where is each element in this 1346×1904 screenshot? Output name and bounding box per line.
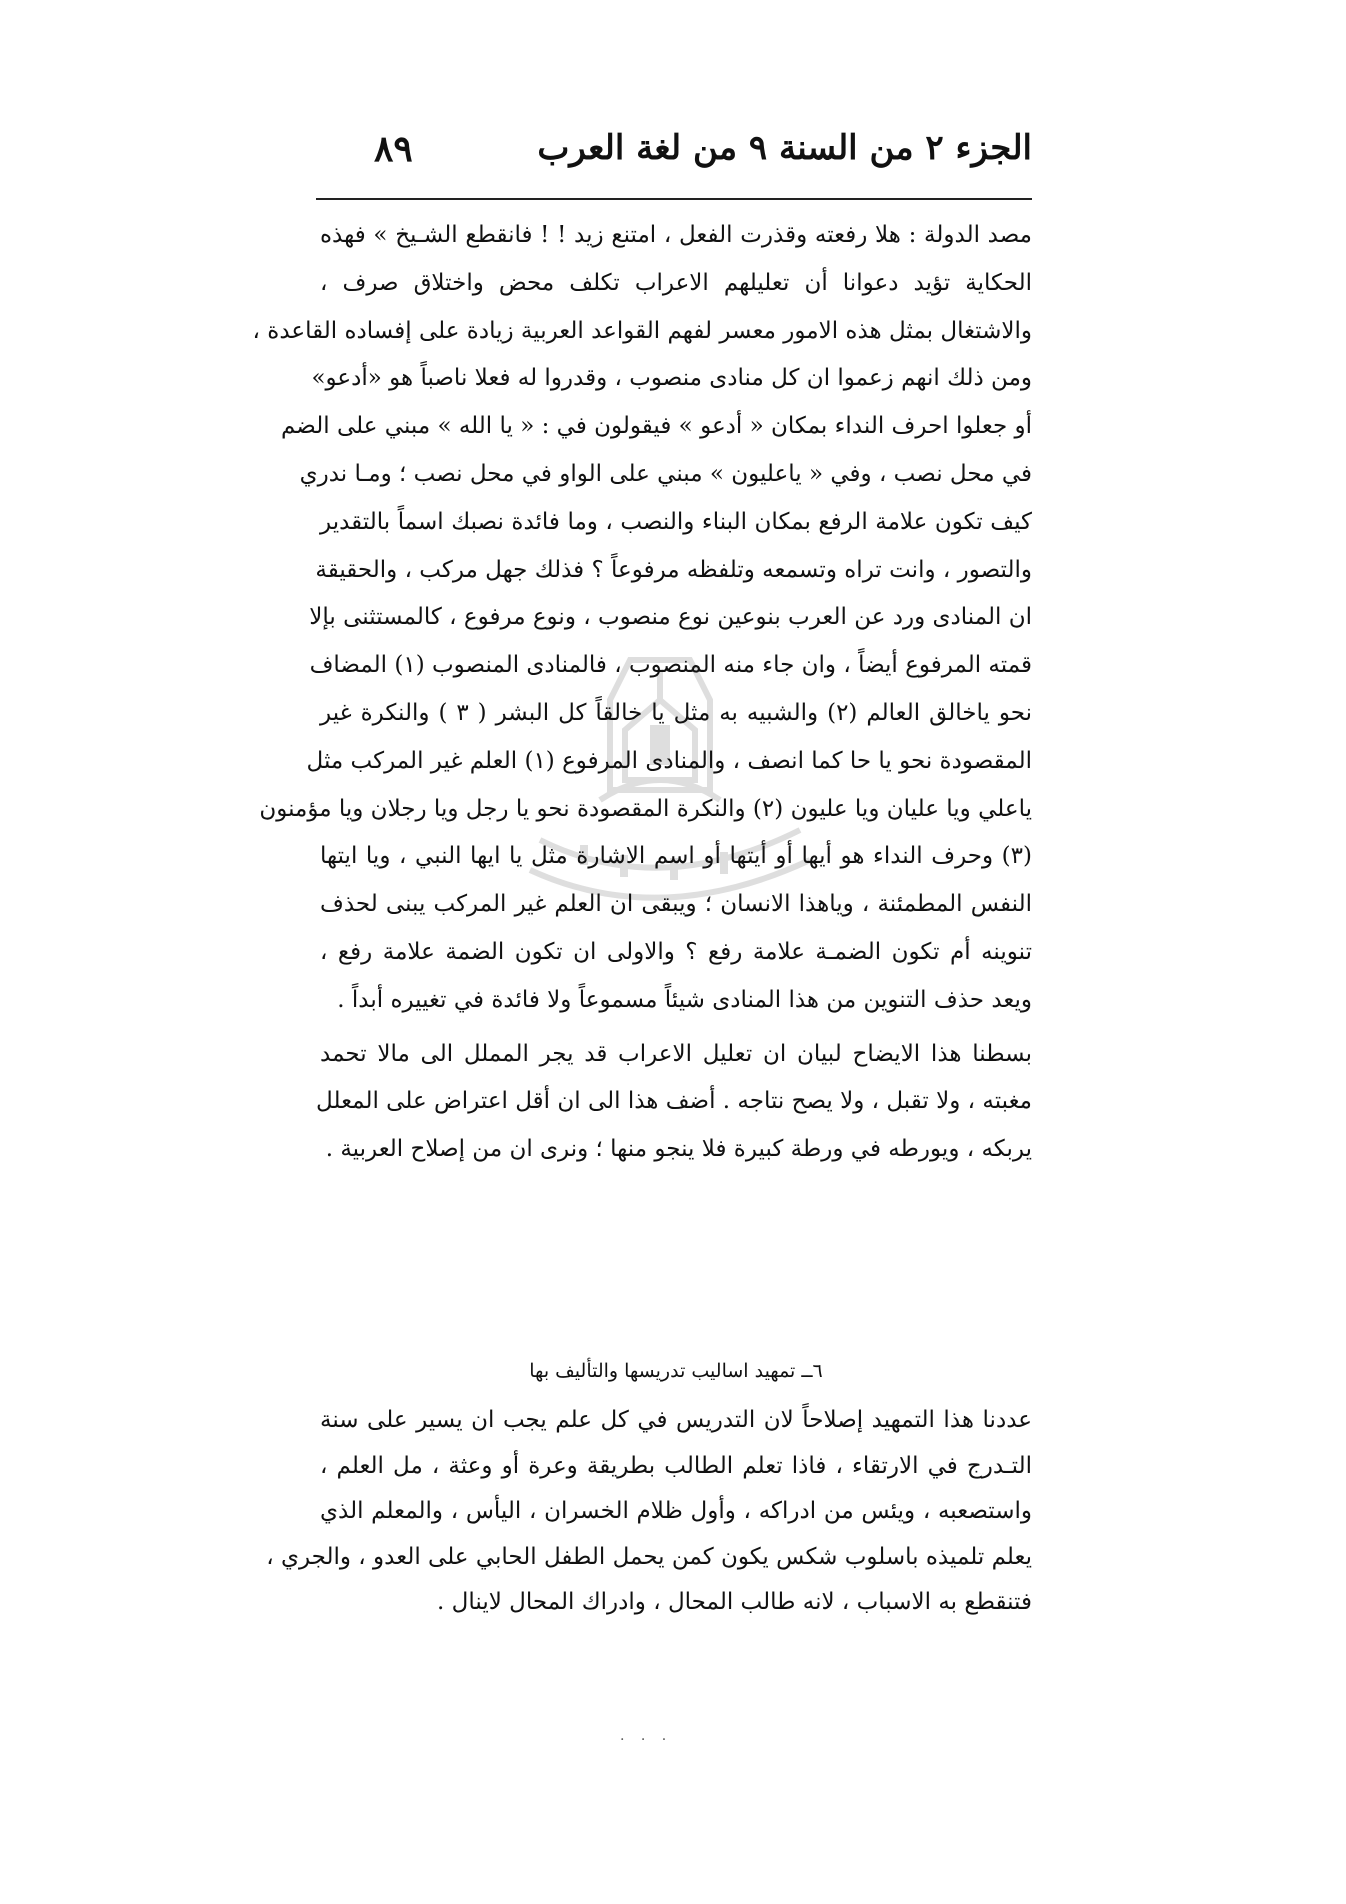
text-line: النفس المطمئنة ، وياهذا الانسان ؛ ويبقى ان العلم غير المركب يبنى لحذف — [320, 891, 1032, 918]
text-line: يربكه ، ويورطه في ورطة كبيرة فلا ينجو منها ؛ ونرى ان من إصلاح العربية . — [325, 1136, 1032, 1163]
text-line: ان المنادى ورد عن العرب بنوعين نوع منصوب ، ونوع مرفوع ، كالمستثنى بإلا — [309, 604, 1032, 631]
text-line: بسطنا هذا الايضاح لبيان ان تعليل الاعراب قد يجر المملل الى مالا تحمد — [320, 1040, 1032, 1067]
text-line: ويعد حذف التنوين من هذا المنادى شيئاً مسموعاً ولا فائدة في تغييره أبداً . — [337, 986, 1032, 1013]
text-line: مغبته ، ولا تقبل ، ولا يصح نتاجه . أضف هذا الى ان أقل اعتراض على المعلل — [316, 1088, 1032, 1115]
text-line: قمته المرفوع أيضاً ، وان جاء منه المنصوب ، فالمنادى المنصوب (١) المضاف — [309, 652, 1032, 679]
header-rule — [316, 198, 1032, 200]
text-line: واستصعبه ، ويئس من ادراكه ، وأول ظلام الخسران ، اليأس ، والمعلم الذي — [320, 1498, 1032, 1524]
text-line: المقصودة نحو يا حا كما انصف ، والمنادى المرفوع (١) العلم غير المركب مثل — [306, 747, 1032, 774]
journal-title: الجزء ٢ من السنة ٩ من لغة العرب — [537, 128, 1032, 168]
text-line: عددنا هذا التمهيد إصلاحاً لان التدريس في كل علم يجب ان يسير على سنة — [320, 1407, 1032, 1433]
text-line: تنوينه أم تكون الضمـة علامة رفع ؟ والاولى ان تكون الضمة علامة رفع ، — [320, 938, 1032, 965]
text-line: في محل نصب ، وفي « ياعليون » مبني على الواو في محل نصب ؛ ومـا ندري — [299, 460, 1032, 487]
text-line: يعلم تلميذه باسلوب شكس يكون كمن يحمل الطفل الحابي على العدو ، والجري ، — [266, 1543, 1032, 1570]
text-line: (٣) وحرف النداء هو أيها أو أيتها أو اسم الاشارة مثل يا ايها النبي ، ويا ايتها — [320, 843, 1032, 870]
text-line: كيف تكون علامة الرفع بمكان البناء والنصب ، وما فائدة نصبك اسماً بالتقدير — [320, 508, 1032, 535]
paragraph-3 — [266, 1398, 1032, 1626]
text-line: مصد الدولة : هلا رفعته وقذرت الفعل ، امتنع زيد ! ! فانقطع الشـيخ » فهذه — [320, 222, 1033, 248]
page-number: ٨٩ — [374, 128, 413, 170]
footer-marks: . . . — [620, 1728, 673, 1744]
text-line: الحكاية تؤيد دعوانا أن تعليلهم الاعراب تكلف محض واختلاق صرف ، — [320, 269, 1032, 296]
section-heading: ٦ــ تمهيد اساليب تدريسها والتأليف بها — [529, 1360, 823, 1382]
text-line: نحو ياخالق العالم (٢) والشبيه به مثل يا خالقاً كل البشر ( ٣ ) والنكرة غير — [320, 699, 1033, 726]
text-line: التـدرج في الارتقاء ، فاذا تعلم الطالب بطريقة وعرة أو وعثة ، مل العلم ، — [320, 1452, 1032, 1479]
paragraph-1 — [252, 212, 1033, 1174]
text-line: أو جعلوا احرف النداء بمكان « أدعو » فيقولون في : « يا الله » مبني على الضم — [281, 413, 1032, 440]
running-header — [316, 128, 1032, 188]
text-line: ياعلي ويا عليان ويا عليون (٢) والنكرة المقصودة نحو يا رجل ويا رجلان ويا مؤمنون — [259, 795, 1032, 822]
text-line: والتصور ، وانت تراه وتسمعه وتلفظه مرفوعاً ؟ فذلك جهل مركب ، والحقيقة — [315, 556, 1032, 583]
text-line: ومن ذلك انهم زعموا ان كل منادى منصوب ، وقدروا له فعلا ناصباً هو «أدعو» — [311, 365, 1032, 392]
text-line: فتنقطع به الاسباب ، لانه طالب المحال ، وادراك المحال لاينال . — [437, 1589, 1032, 1615]
text-line: والاشتغال بمثل هذه الامور معسر لفهم القواعد العربية زيادة على إفساده القاعدة ، — [252, 317, 1032, 344]
